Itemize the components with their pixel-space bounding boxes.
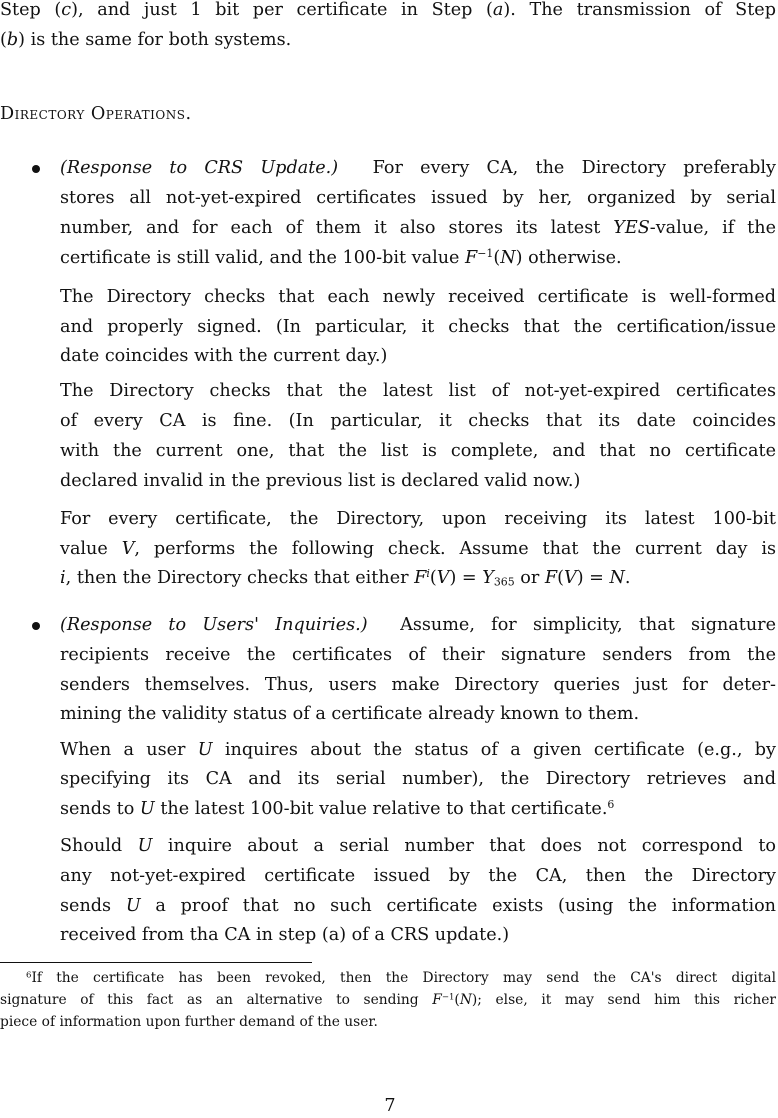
body-text-line: specifying its CA and its serial number), the Directory retrieves and xyxy=(60,769,776,789)
body-text-line: senders themselves. Thus, users make Directory queries just for deter- xyxy=(60,675,776,695)
bullet-title: (Response to Users' Inquiries.) xyxy=(60,615,368,635)
body-text-line: For every certificate, the Directory, upon receiving its latest 100-bit xyxy=(60,509,776,529)
body-text-line: stores all not-yet-expired certificates issued by her, organized by serial xyxy=(60,188,776,208)
footnote-line: piece of information upon further demand of the user. xyxy=(0,1014,378,1030)
page-number: 7 xyxy=(384,1096,396,1116)
body-text-line: of every CA is fine. (In particular, it checks that its date coincides xyxy=(60,411,776,431)
body-text-line: date coincides with the current day.) xyxy=(60,346,388,366)
bullet-title: (Response to CRS Update.) xyxy=(60,158,339,178)
footnote-marker: 6 xyxy=(607,798,615,811)
bullet-icon xyxy=(32,165,40,173)
body-text-line: sends U a proof that no such certificate exists (using the information xyxy=(60,896,777,916)
body-text-line: with the current one, that the list is complete, and that no certificate xyxy=(60,441,776,461)
footnote-rule xyxy=(0,962,312,963)
body-text-line: recipients receive the certificates of their signature senders from the xyxy=(60,645,776,665)
footnote-number: 6 xyxy=(26,970,32,981)
bullet1-first-line: (Response to CRS Update.) For every CA, the Directory preferably xyxy=(60,158,776,178)
body-text-line: sends to U the latest 100-bit value relative to that certificate.$^6$ xyxy=(60,798,615,819)
body-text-line: i, then the Directory checks that either $F^i(V) = Y_{365}$ or F(V) = N. xyxy=(60,567,631,589)
body-text-line: and properly signed. (In particular, it checks that the certification/issue xyxy=(60,317,776,337)
section-heading: Directory Operations. xyxy=(0,104,192,124)
body-text-line: (b) is the same for both systems. xyxy=(0,30,292,50)
body-text-line: The Directory checks that the latest list of not-yet-expired certificates xyxy=(60,381,776,401)
body-text-line: The Directory checks that each newly received certificate is well-formed xyxy=(60,287,776,307)
body-text-line: Step (c), and just 1 bit per certificate in Step (a). The transmission of Step xyxy=(0,0,776,20)
body-text-line: When a user U inquires about the status of a given certificate (e.g., by xyxy=(60,740,776,760)
body-text-line: any not-yet-expired certificate issued by the CA, then the Directory xyxy=(60,866,776,886)
body-text-line: mining the validity status of a certificate already known to them. xyxy=(60,704,640,724)
body-text-line: value V, performs the following check. Assume that the current day is xyxy=(60,539,776,559)
footnote-line: signature of this fact as an alternative to sending $F^{-1}(N)$; else, it may send him this richer xyxy=(0,992,776,1008)
body-text-line: Should U inquire about a serial number that does not correspond to xyxy=(60,836,776,856)
footnote-line: $^6$If the certificate has been revoked, then the Directory may send the CA's direct digital xyxy=(26,970,776,986)
bullet2-first-line: (Response to Users' Inquiries.) Assume, for simplicity, that signature xyxy=(60,615,776,635)
bullet-icon xyxy=(32,622,40,630)
body-text-line: received from tha CA in step (a) of a CRS update.) xyxy=(60,925,510,945)
body-text-line: number, and for each of them it also stores its latest YES-value, if the xyxy=(60,218,776,238)
body-text-line: certificate is still valid, and the 100-bit value $F^{-1}(N)$ otherwise. xyxy=(60,247,622,268)
body-text-line: declared invalid in the previous list is declared valid now.) xyxy=(60,471,581,491)
